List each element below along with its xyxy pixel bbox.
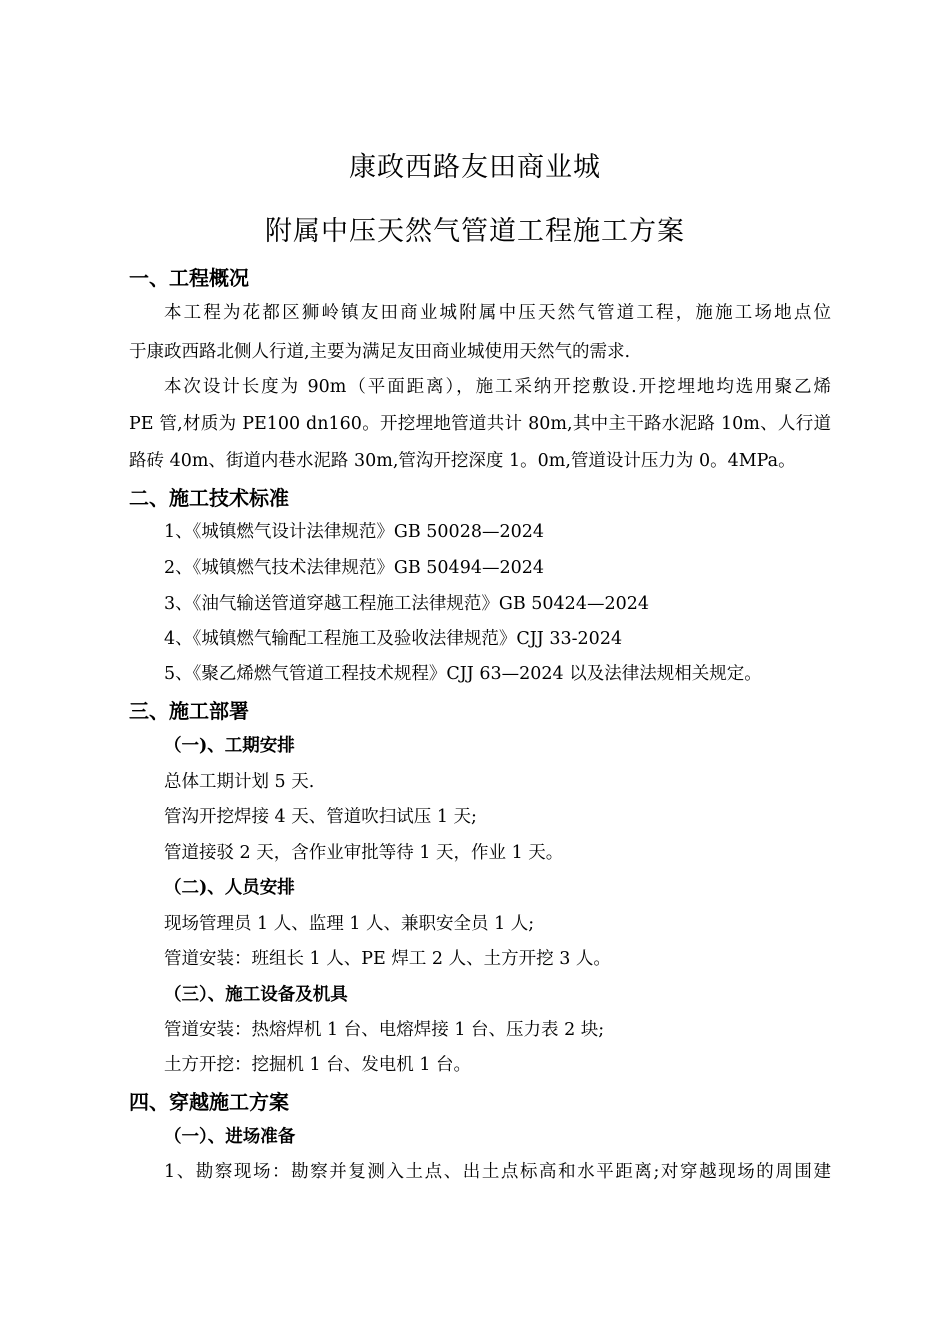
subheading-equipment: （三）、施工设备及机具	[164, 985, 348, 1005]
schedule-line-2: 管沟开挖焊接 4 天、管道吹扫试压 1 天;	[164, 807, 477, 827]
overview-paragraph-2-line-1: 本次设计长度为 90m（平面距离），施工采纳开挖敷设.开挖埋地均选用聚乙烯	[164, 377, 831, 397]
section-heading-overview: 一、工程概况	[129, 266, 249, 290]
standard-item-3: 3、《油气输送管道穿越工程施工法律规范》GB 50424—2024	[164, 594, 649, 614]
overview-paragraph-2-line-3: 路砖 40m、街道内巷水泥路 30m,管沟开挖深度 1。0m,管道设计压力为 0。4MPa。	[129, 451, 796, 471]
schedule-line-1: 总体工期计划 5 天.	[164, 772, 315, 792]
site-preparation-line-1: 1、勘察现场：勘察并复测入土点、出土点标高和水平距离;对穿越现场的周围建	[164, 1162, 831, 1182]
overview-paragraph-1-line-1: 本工程为花都区狮岭镇友田商业城附属中压天然气管道工程，施施工场地点位	[164, 303, 831, 323]
document-title-line-1: 康政西路友田商业城	[349, 152, 601, 183]
overview-paragraph-2-line-2: PE 管,材质为 PE100 dn160。开挖埋地管道共计 80m,其中主干路水泥路 10m、人行道	[129, 414, 831, 434]
standard-item-5: 5、《聚乙烯燃气管道工程技术规程》CJJ 63—2024 以及法律法规相关规定。	[164, 664, 762, 684]
section-heading-crossing-plan: 四、穿越施工方案	[129, 1090, 289, 1114]
section-heading-deployment: 三、施工部署	[129, 699, 249, 723]
standard-item-1: 1、《城镇燃气设计法律规范》GB 50028—2024	[164, 522, 544, 542]
subheading-site-preparation: （一）、进场准备	[164, 1127, 296, 1147]
document-title-line-2: 附属中压天然气管道工程施工方案	[265, 216, 685, 247]
personnel-line-1: 现场管理员 1 人、监理 1 人、兼职安全员 1 人;	[164, 914, 535, 934]
equipment-line-1: 管道安装：热熔焊机 1 台、电熔焊接 1 台、压力表 2 块;	[164, 1020, 605, 1040]
section-heading-standards: 二、施工技术标准	[129, 486, 289, 510]
personnel-line-2: 管道安装：班组长 1 人、PE 焊工 2 人、土方开挖 3 人。	[164, 949, 611, 969]
subheading-personnel: （二)、人员安排	[164, 878, 295, 898]
standard-item-4: 4、《城镇燃气输配工程施工及验收法律规范》CJJ 33-2024	[164, 629, 623, 649]
equipment-line-2: 土方开挖：挖掘机 1 台、发电机 1 台。	[164, 1055, 472, 1075]
subheading-schedule: （一)、工期安排	[164, 736, 295, 756]
standard-item-2: 2、《城镇燃气技术法律规范》GB 50494—2024	[164, 558, 544, 578]
overview-paragraph-1-line-2: 于康政西路北侧人行道,主要为满足友田商业城使用天然气的需求.	[129, 342, 631, 362]
schedule-line-3: 管道接驳 2 天，含作业审批等待 1 天，作业 1 天。	[164, 843, 564, 863]
